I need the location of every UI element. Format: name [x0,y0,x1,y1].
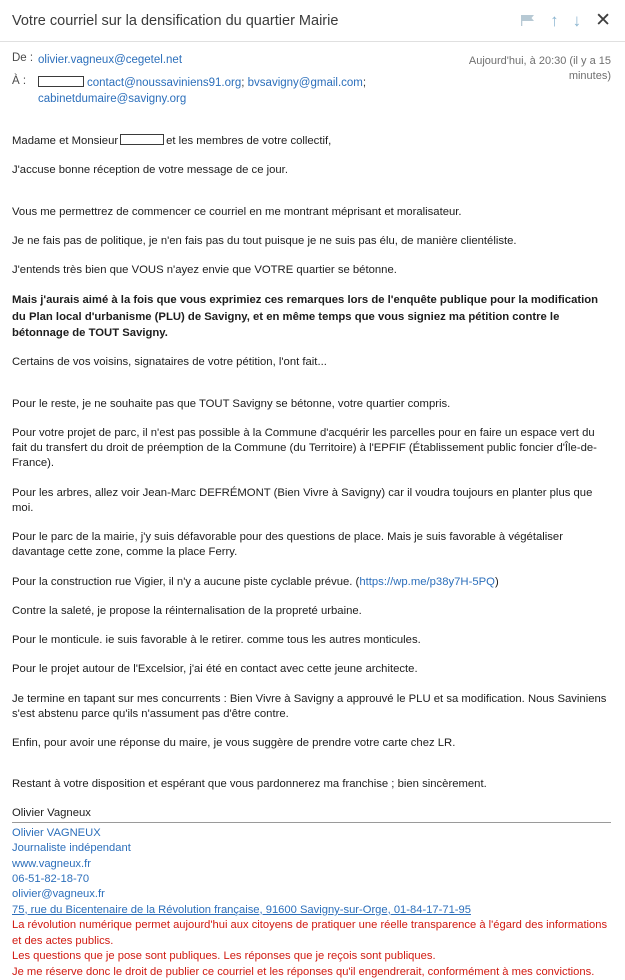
body-paragraph-closing: Restant à votre disposition et espérant que vous pardonnerez ma franchise ; bien sincèrement. [12,778,487,791]
message-header [0,0,625,42]
signature-line-role: Journaliste indépendant [12,842,131,855]
body-paragraph-5: Certains de vos voisins, signataires de votre pétition, l'ont fait... [12,356,327,369]
signature-block [0,807,625,980]
to-email-link-2[interactable]: bvsavigny@gmail.com [247,76,363,89]
address-block [0,42,625,120]
body-paragraph-14: Je termine en tapant sur mes concurrents : Bien Vivre à Savigny a approuvé le PLU et sa modification. Nous Saviniens s'est abstenu parce qu'ils n'assument pas d'être contre. [12,692,607,720]
body-paragraph-greeting [12,134,611,149]
signature-line-address: 75, rue du Bicentenaire de la Révolution française, 91600 Savigny-sur-Orge, 01-84-17-71-95 [12,903,471,916]
spacer-3 [12,765,611,777]
message-body [0,120,625,793]
body-paragraph-12: Pour le monticule. ie suis favorable à le retirer. comme tous les autres monticules. [12,634,421,647]
body-paragraph-15: Enfin, pour avoir une réponse du maire, je vous suggère de prendre votre carte chez LR. [12,737,456,750]
previous-message-icon[interactable]: ↑ [550,11,559,30]
flag-icon[interactable] [521,14,536,27]
message-timestamp: Aujourd'hui, à 20:30 (il y a 15 minutes) [468,55,611,82]
greeting-text: Madame et Monsieur [12,135,119,148]
body-text-rue-vigier: Pour la construction rue Vigier, il n'y a aucune piste cyclable prévue. ( [12,575,360,588]
signature-email-link[interactable]: olivier@vagneux.fr [12,888,105,901]
from-label: De : [12,52,34,64]
body-paragraph-13: Pour le projet autour de l'Excelsior, j'ai été en contact avec cette jeune architecte. [12,663,418,676]
close-icon[interactable]: ✕ [595,10,611,31]
body-paragraph-emphasis: Mais j'aurais aimé à la fois que vous exprimiez ces remarques lors de l'enquête publique pour la modification du Plan local d'urbanisme (PLU) de Savigny, et en même temps que vous signiez ma pétition contre le bétonnage de TOUT Savigny. [12,294,599,340]
header-actions [521,11,613,30]
to-email-link-3[interactable]: cabinetdumaire@savigny.org [38,93,187,106]
page-title: Votre courriel sur la densification du quartier Mairie [12,12,339,29]
signature-disclaimer-1: La révolution numérique permet aujourd'hui aux citoyens de pratiquer une réelle transparence à l'égard des informations et des actes publics. [12,919,608,947]
address-separator-2: ; [362,76,367,89]
body-paragraph-8: Pour les arbres, allez voir Jean-Marc DEFRÉMONT (Bien Vivre à Savigny) car il voudra toujours en planter plus que moi. [12,486,593,514]
greeting-text-2: et les membres de votre collectif, [166,135,332,148]
body-paragraph-4: J'entends très bien que VOUS n'ayez envie que VOTRE quartier se bétonne. [12,264,397,277]
signature-line-phone: 06-51-82-18-70 [12,873,90,885]
body-paragraph-2: Vous me permettrez de commencer ce courriel en me montrant méprisant et moralisateur. [12,205,462,218]
address-separator-1: ; [241,76,245,89]
next-message-icon[interactable]: ↓ [572,11,582,30]
redaction-box [38,76,84,87]
signature-name-plain: Olivier Vagneux [12,806,91,819]
signature-line-name: Olivier VAGNEUX [12,826,101,839]
spacer-2 [12,385,611,397]
body-paragraph-11: Contre la saleté, je propose la réinternalisation de la propreté urbaine. [12,604,362,617]
to-email-link-1[interactable]: contact@noussaviniens91.org [87,76,242,89]
body-paragraph-10 [12,575,611,590]
signature-line-email [12,887,611,902]
body-paragraph-6: Pour le reste, je ne souhaite pas que TOUT Savigny se bétonne, votre quartier compris. [12,397,451,410]
to-label: À : [12,74,27,87]
body-paragraph-3: Je ne fais pas de politique, je n'en fais pas du tout puisque je ne suis pas élu, de manière clientéliste. [12,234,517,247]
wordpress-short-link[interactable]: https://wp.me/p38y7H-5PQ [359,575,495,588]
spacer [12,193,611,205]
signature-disclaimer-2: Les questions que je pose sont publiques. Les réponses que je reçois sont publiques. [12,950,436,963]
close-paren: ) [494,575,499,588]
body-paragraph-1: J'accuse bonne réception de votre message de ce jour. [12,164,288,177]
body-paragraph-7: Pour votre projet de parc, il n'est pas possible à la Commune d'acquérir les parcelles pour en faire un espace vert du fait du transfert du droit de préemption de la Commune (du Territoire) à l'EPFIF (Établissement public foncier d'Île-de-France). [12,426,597,470]
signature-disclaimer-3: Je me réserve donc le droit de publier ce courriel et les réponses qu'il engendrerait, conformément à mes convictions. [12,965,595,978]
website-link[interactable]: www.vagneux.fr [12,857,91,870]
signature-line-website [12,857,611,872]
body-paragraph-9: Pour le parc de la mairie, j'y suis défavorable pour des questions de place. Mais je suis favorable à végétaliser davantage cette zone, comme la place Ferry. [12,531,563,559]
from-email-link[interactable]: olivier.vagneux@cegetel.net [38,54,183,66]
redaction-box-inline [120,134,164,145]
signature-divider [12,822,611,823]
